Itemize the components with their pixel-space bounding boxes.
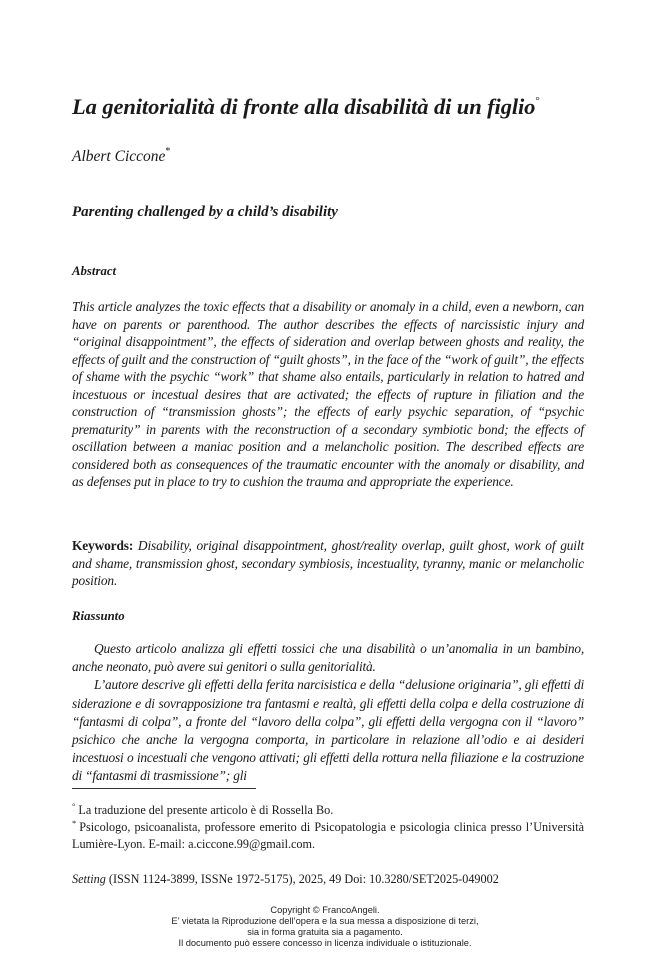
copyright-notice bbox=[0, 905, 650, 949]
notice-line: sia in forma gratuita sia a pagamento. bbox=[247, 927, 403, 937]
riassunto-body bbox=[72, 640, 584, 786]
footnote-text: La traduzione del presente articolo è di Rossella Bo. bbox=[78, 803, 334, 817]
title-footnote-marker: ° bbox=[535, 95, 540, 107]
citation-details: (ISSN 1124-3899, ISSNe 1972-5175), 2025, 49 Doi: 10.3280/SET2025-049002 bbox=[105, 872, 499, 886]
footnote-marker: * bbox=[72, 818, 77, 828]
notice-line: E’ vietata la Riproduzione dell’opera e la sua messa a disposizione di terzi, bbox=[171, 916, 479, 926]
footnote-marker: ° bbox=[72, 801, 76, 811]
riassunto-paragraph: L’autore descrive gli effetti della ferita narcisistica e della “delusione originaria”, gli effetti di siderazione e di sovrapposizione tra fantasmi e realtà, gli effetti della colpa e della costruzione di “fantasmi di colpa”, a fronte del “lavoro della colpa”, gli effetti della vergogna con il “lavoro” psichico che anche la vergogna comporta, in particolare in relazione all’odio e ai desideri incestuosi o incestuali che vengono attivati; gli effetti della rottura nella filiazione e la costruzione di “fantasmi di trasmissione”; gli bbox=[72, 677, 584, 784]
journal-name: Setting bbox=[72, 872, 106, 886]
notice-line: Il documento può essere concesso in licenza individuale o istituzionale. bbox=[178, 938, 472, 948]
notice-line: Copyright © FrancoAngeli. bbox=[270, 905, 380, 915]
footnote-text: Psicologo, psicoanalista, professore emerito di Psicopatologia e psicologia clinica presso l’Università Lumière-Lyon. E-mail: a.ciccone.99@gmail.com. bbox=[72, 820, 584, 851]
author-name bbox=[72, 146, 170, 166]
keywords-label: Keywords: bbox=[72, 538, 134, 553]
riassunto-heading: Riassunto bbox=[72, 609, 125, 623]
keywords-block bbox=[72, 537, 584, 590]
title-text: La genitorialità di fronte alla disabilità di un figlio bbox=[72, 94, 536, 119]
author-footnote-marker: * bbox=[165, 146, 171, 157]
article-title bbox=[72, 94, 540, 120]
footnote-divider bbox=[72, 788, 256, 789]
footnote bbox=[72, 815, 584, 853]
citation-line bbox=[72, 872, 499, 887]
riassunto-paragraph: Questo articolo analizza gli effetti tossici che una disabilità o un’anomalia in un bambino, anche neonato, può avere sui genitori o sulla genitorialità. bbox=[72, 641, 584, 675]
abstract-heading: Abstract bbox=[72, 264, 117, 278]
english-title: Parenting challenged by a child’s disability bbox=[72, 204, 338, 220]
keywords-text: Disability, original disappointment, ghost/reality overlap, guilt ghost, work of guilt and shame, transmission ghost, secondary symbiosis, incestuality, tyranny, manic or melancholic position. bbox=[72, 538, 584, 588]
author-text: Albert Ciccone bbox=[72, 148, 166, 165]
abstract-text: This article analyzes the toxic effects that a disability or anomaly in a child, even a newborn, can have on parents or parenthood. The author describes the effects of narcissistic injury and “original disappointment”, the effects of sideration and overlap between ghosts and reality, the effects of guilt and the construction of “guilt ghosts”, in the face of the “work of guilt”, the effects of shame with the psychic “work” that shame also entails, particularly in relation to hatred and incestuous or incestual desires that are activated; the effects of rupture in filiation and the construction of “transmission ghosts”; the effects of early psychic separation, of “psychic prematurity” in parents with the reconstruction of a secondary symbiotic bond; the effects of oscillation between a maniac position and a melancholic position. The described effects are considered both as consequences of the traumatic encounter with the anomaly or disability, and as defenses put in place to try to cushion the trauma and appropriate the experience. bbox=[72, 299, 584, 489]
